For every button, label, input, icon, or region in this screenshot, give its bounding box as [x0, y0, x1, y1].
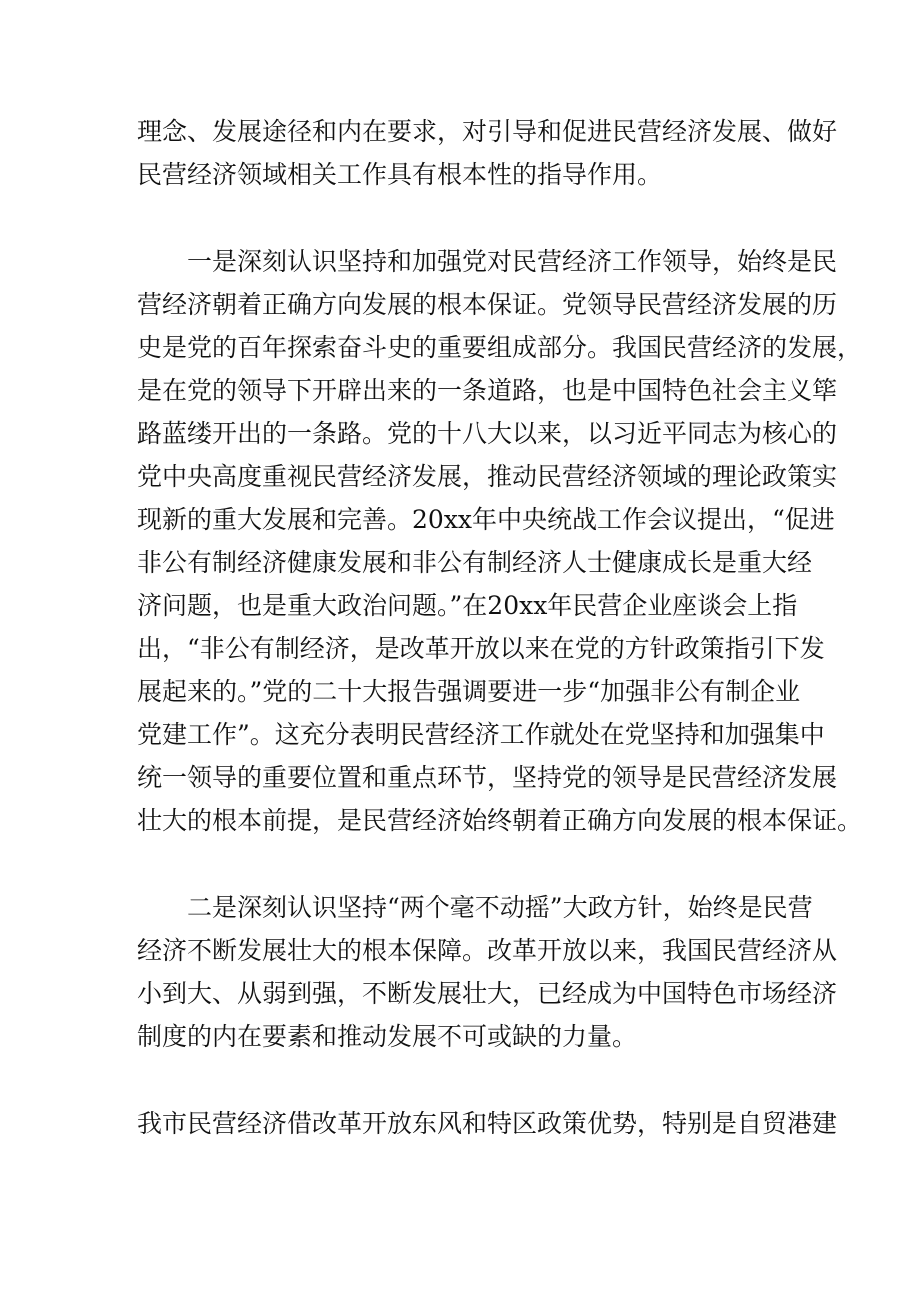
paragraph-line: 营经济朝着正确方向发展的根本保证。党领导民营经济发展的历 — [137, 290, 838, 319]
paragraph-line: 我市民营经济借改革开放东风和特区政策优势，特别是自贸港建 — [137, 1109, 838, 1138]
paragraph-line: 统一领导的重要位置和重点环节，坚持党的领导是民营经济发展 — [137, 763, 838, 792]
paragraph-line: 壮大的根本前提，是民营经济始终朝着正确方向发展的根本保证。 — [137, 806, 863, 835]
paragraph-line: 党中央高度重视民营经济发展，推动民营经济领域的理论政策实 — [137, 462, 838, 491]
paragraph-line: 现新的重大发展和完善。20xx年中央统战工作会议提出，“促进 — [137, 505, 835, 534]
paragraph-line: 经济不断发展壮大的根本保障。改革开放以来，我国民营经济从 — [137, 936, 838, 965]
paragraph-line: 一是深刻认识坚持和加强党对民营经济工作领导，始终是民 — [187, 247, 838, 276]
paragraph-line: 出，“非公有制经济，是改革开放以来在党的方针政策指引下发 — [137, 634, 825, 663]
paragraph-line: 党建工作”。这充分表明民营经济工作就处在党坚持和加强集中 — [137, 720, 825, 749]
paragraph-line: 展起来的。”党的二十大报告强调要进一步“加强非公有制企业 — [137, 677, 801, 706]
paragraph-line: 路蓝缕开出的一条路。党的十八大以来，以习近平同志为核心的 — [137, 419, 838, 448]
paragraph-line: 小到大、从弱到强，不断发展壮大，已经成为中国特色市场经济 — [137, 979, 838, 1008]
paragraph-line: 是在党的领导下开辟出来的一条道路，也是中国特色社会主义筚 — [137, 376, 838, 405]
paragraph-line: 非公有制经济健康发展和非公有制经济人士健康成长是重大经 — [137, 548, 813, 577]
paragraph-line: 制度的内在要素和推动发展不可或缺的力量。 — [137, 1022, 638, 1051]
paragraph-line: 济问题，也是重大政治问题。”在20xx年民营企业座谈会上指 — [137, 591, 798, 620]
paragraph-line: 民营经济领域相关工作具有根本性的指导作用。 — [137, 160, 663, 189]
paragraph-line: 理念、发展途径和内在要求，对引导和促进民营经济发展、做好 — [137, 117, 838, 146]
paragraph-line: 史是党的百年探索奋斗史的重要组成部分。我国民营经济的发展， — [137, 333, 863, 362]
paragraph-line: 二是深刻认识坚持“两个毫不动摇”大政方针，始终是民营 — [187, 893, 813, 922]
